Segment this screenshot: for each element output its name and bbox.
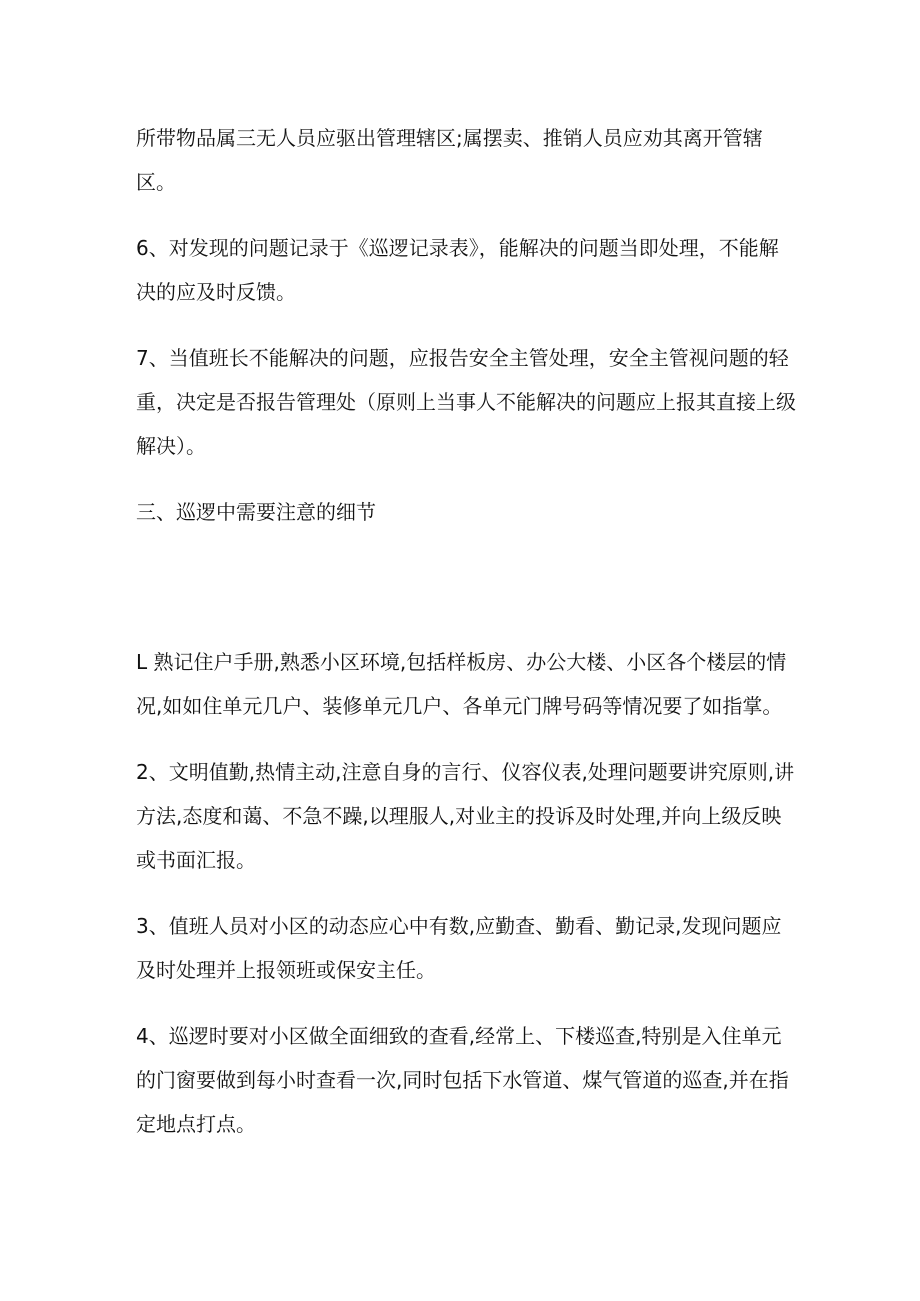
paragraph-spacer <box>136 314 796 336</box>
paragraph-continuation: 所带物品属三无人员应驱出管理辖区;属摆卖、推销人员应劝其离开管辖区。 <box>136 126 763 194</box>
section-heading: 三、巡逻中需要注意的细节 <box>136 500 376 524</box>
paragraph-item-6: 6、对发现的问题记录于《巡逻记录表》，能解决的问题当即处理，不能解决的应及时反馈。 <box>136 236 779 304</box>
paragraph-item-2: 2、文明值勤,热情主动,注意自身的言行、仪容仪表,处理问题要讲究原则,讲方法,态度和蔼、不急不躁,以理服人,对业主的投诉及时处理,并向上级反映或书面汇报。 <box>136 760 795 872</box>
paragraph-spacer <box>136 992 796 1014</box>
section-spacer <box>136 534 796 640</box>
paragraph-spacer <box>136 728 796 750</box>
paragraph-spacer <box>136 204 796 226</box>
document-body <box>136 116 796 1146</box>
paragraph-item-4: 4、巡逻时要对小区做全面细致的查看,经常上、下楼巡查,特别是入住单元的门窗要做到每小时查看一次,同时包括下水管道、煤气管道的巡查,并在指定地点打点。 <box>136 1024 789 1136</box>
paragraph-spacer <box>136 468 796 490</box>
paragraph-item-1: L 熟记住户手册,熟悉小区环境,包括样板房、办公大楼、小区各个楼层的情况,如如住单元几户、装修单元几户、各单元门牌号码等情况要了如指掌。 <box>136 650 787 718</box>
paragraph-item-3: 3、值班人员对小区的动态应心中有数,应勤查、勤看、勤记录,发现问题应及时处理并上报领班或保安主任。 <box>136 914 782 982</box>
paragraph-spacer <box>136 882 796 904</box>
paragraph-item-7: 7、当值班长不能解决的问题，应报告安全主管处理，安全主管视问题的轻重，决定是否报告管理处（原则上当事人不能解决的问题应上报其直接上级解决）。 <box>136 346 796 458</box>
